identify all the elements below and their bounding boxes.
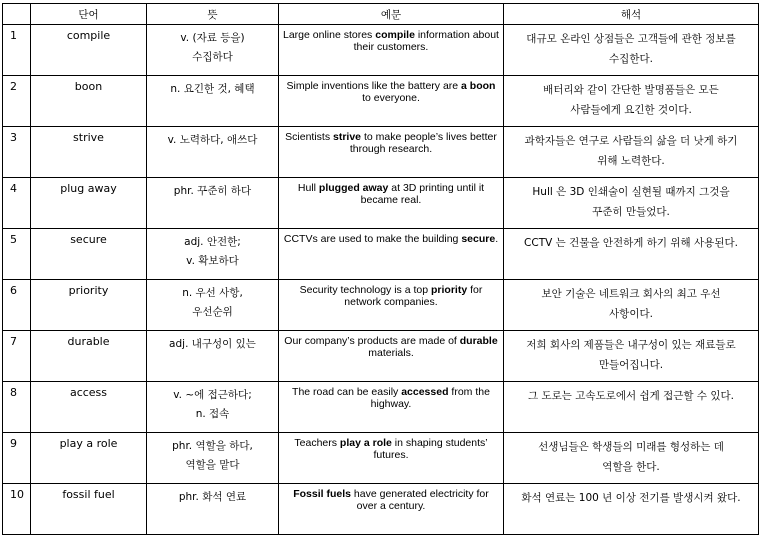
meaning-line: n. 요긴한 것, 혜택 (170, 83, 255, 95)
example-text: have generated electricity for over a century. (351, 488, 489, 512)
meaning-line: v. 노력하다, 애쓰다 (167, 134, 258, 146)
example-text: Teachers (294, 437, 340, 449)
korean-translation (504, 127, 759, 178)
word-meaning (147, 229, 279, 280)
table-row (3, 382, 759, 433)
meaning-line: v. (자료 등을) (180, 32, 245, 44)
example-keyword: play a role (339, 437, 392, 449)
example-text: materials. (368, 347, 414, 359)
vocab-word: strive (31, 127, 147, 178)
korean-translation (504, 331, 759, 382)
word-meaning (147, 25, 279, 76)
table-row (3, 280, 759, 331)
example-sentence (279, 127, 504, 178)
example-text: . (495, 233, 499, 245)
korean-translation (504, 25, 759, 76)
korean-translation (504, 229, 759, 280)
vocab-word: play a role (31, 433, 147, 484)
table-row (3, 76, 759, 127)
translation-line: Hull 은 3D 인쇄술이 실현될 때까지 그것을 (532, 186, 730, 198)
example-keyword: secure (461, 233, 496, 245)
vocab-word: secure (31, 229, 147, 280)
vocab-word: plug away (31, 178, 147, 229)
row-number: 5 (3, 229, 31, 280)
row-number: 1 (3, 25, 31, 76)
row-number: 10 (3, 484, 31, 535)
example-sentence (279, 433, 504, 484)
vocabulary-table (2, 3, 759, 535)
table-row (3, 433, 759, 484)
example-text: Simple inventions like the battery are (286, 80, 462, 92)
example-sentence (279, 25, 504, 76)
row-number: 9 (3, 433, 31, 484)
meaning-line: n. 접속 (195, 408, 230, 420)
translation-line: 꾸준히 만들었다. (592, 206, 670, 218)
header-number (3, 4, 31, 25)
example-text: Scientists (285, 131, 333, 143)
meaning-line: adj. 안전한; (184, 236, 241, 248)
word-meaning (147, 433, 279, 484)
word-meaning (147, 331, 279, 382)
translation-line: 위해 노력한다. (597, 155, 665, 167)
translation-line: 대규모 온라인 상점들은 고객들에 관한 정보를 (526, 33, 736, 45)
header-row (3, 4, 759, 25)
translation-line: CCTV 는 건물을 안전하게 하기 위해 사용된다. (524, 237, 738, 249)
example-keyword: strive (333, 131, 362, 143)
example-sentence (279, 229, 504, 280)
example-text: information about their customers. (353, 29, 499, 53)
translation-line: 저희 회사의 제품들은 내구성이 있는 재료들로 (526, 339, 736, 351)
example-text: Large online stores (283, 29, 376, 41)
korean-translation (504, 484, 759, 535)
example-text: to everyone. (362, 92, 420, 104)
example-text: at 3D printing until it became real. (360, 182, 485, 206)
example-keyword: priority (430, 284, 468, 296)
meaning-line: phr. 꾸준히 하다 (173, 185, 252, 197)
translation-line: 배터리와 같이 간단한 발명품들은 모든 (543, 84, 719, 96)
row-number: 8 (3, 382, 31, 433)
korean-translation (504, 280, 759, 331)
meaning-line: v. 확보하다 (186, 255, 239, 267)
example-sentence (279, 484, 504, 535)
example-sentence (279, 280, 504, 331)
translation-line: 과학자들은 연구로 사람들의 삶을 더 낫게 하기 (524, 135, 738, 147)
translation-line: 화석 연료는 100 년 이상 전기를 발생시켜 왔다. (521, 492, 741, 504)
example-sentence (279, 382, 504, 433)
example-sentence (279, 178, 504, 229)
example-keyword: compile (375, 29, 415, 41)
header-example: 예문 (279, 4, 504, 25)
table-row (3, 178, 759, 229)
example-text: Security technology is a top (299, 284, 431, 296)
example-keyword: Fossil fuels (293, 488, 351, 500)
row-number: 7 (3, 331, 31, 382)
table-row (3, 484, 759, 535)
vocab-word: access (31, 382, 147, 433)
meaning-line: phr. 화석 연료 (178, 491, 247, 503)
example-keyword: durable (459, 335, 498, 347)
word-meaning (147, 127, 279, 178)
vocab-word: boon (31, 76, 147, 127)
translation-line: 만들어집니다. (598, 359, 664, 371)
table-body (3, 25, 759, 535)
meaning-line: n. 우선 사항, (182, 287, 243, 299)
korean-translation (504, 382, 759, 433)
translation-line: 그 도로는 고속도로에서 쉽게 접근할 수 있다. (528, 390, 734, 402)
row-number: 2 (3, 76, 31, 127)
example-sentence (279, 76, 504, 127)
vocab-word: priority (31, 280, 147, 331)
vocab-word: fossil fuel (31, 484, 147, 535)
row-number: 4 (3, 178, 31, 229)
example-text: in shaping students’ futures. (373, 437, 488, 461)
example-keyword: a boon (461, 80, 496, 92)
meaning-line: adj. 내구성이 있는 (169, 338, 256, 350)
word-meaning (147, 280, 279, 331)
example-text: CCTVs are used to make the building (283, 233, 462, 245)
example-sentence (279, 331, 504, 382)
translation-line: 역할을 한다. (602, 461, 660, 473)
example-keyword: accessed (401, 386, 449, 398)
header-translation: 해석 (504, 4, 759, 25)
vocab-word: durable (31, 331, 147, 382)
word-meaning (147, 76, 279, 127)
header-meaning: 뜻 (147, 4, 279, 25)
word-meaning (147, 178, 279, 229)
example-text: for network companies. (344, 284, 483, 308)
korean-translation (504, 76, 759, 127)
translation-line: 사항이다. (609, 308, 653, 320)
table-row (3, 127, 759, 178)
header-word: 단어 (31, 4, 147, 25)
vocab-word: compile (31, 25, 147, 76)
meaning-line: 우선순위 (192, 306, 233, 318)
word-meaning (147, 382, 279, 433)
row-number: 6 (3, 280, 31, 331)
row-number: 3 (3, 127, 31, 178)
word-meaning (147, 484, 279, 535)
translation-line: 보안 기술은 네트워크 회사의 최고 우선 (541, 288, 721, 300)
translation-line: 수집한다. (609, 53, 653, 65)
meaning-line: v. ~에 접근하다; (173, 389, 252, 401)
korean-translation (504, 178, 759, 229)
example-text: Our company’s products are made of (284, 335, 460, 347)
example-keyword: plugged away (318, 182, 389, 194)
meaning-line: 역할을 맡다 (185, 459, 240, 471)
translation-line: 사람들에게 요긴한 것이다. (570, 104, 692, 116)
table-row (3, 25, 759, 76)
table-row (3, 331, 759, 382)
example-text: from the highway. (370, 386, 490, 410)
translation-line: 선생님들은 학생들의 미래를 형성하는 데 (538, 441, 724, 453)
table-row (3, 229, 759, 280)
example-text: to make people’s lives better through research. (349, 131, 497, 155)
korean-translation (504, 433, 759, 484)
example-text: Hull (297, 182, 319, 194)
example-text: The road can be easily (292, 386, 402, 398)
meaning-line: phr. 역할을 하다, (172, 440, 253, 452)
meaning-line: 수집하다 (192, 51, 233, 63)
